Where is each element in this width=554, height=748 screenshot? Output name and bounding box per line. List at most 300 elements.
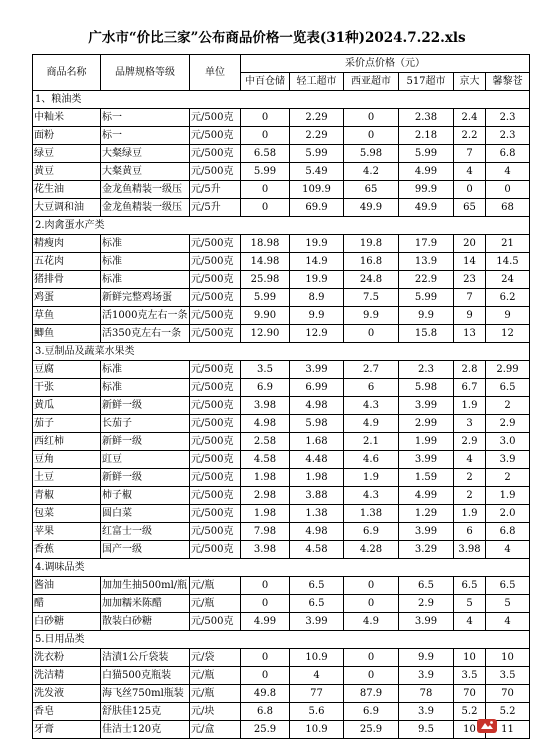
product-spec: 新鲜一级 [101,469,190,487]
price-cell: 6 [344,379,399,397]
table-row [33,127,530,145]
price-cell: 1.29 [399,505,454,523]
price-cell: 9.9 [399,307,454,325]
product-unit: 元/500克 [190,505,241,523]
price-cell: 25.9 [344,721,399,739]
table-row [33,181,530,199]
price-cell: 6 [454,523,486,541]
price-cell: 6.9 [344,523,399,541]
price-cell: 5 [486,595,530,613]
product-name: 香蕉 [33,541,101,559]
header-store: 京大 [454,73,486,91]
section-title: 4.调味品类 [33,559,530,577]
price-cell: 10 [486,649,530,667]
price-cell: 1.9 [344,469,399,487]
price-cell: 14 [454,253,486,271]
price-cell: 77 [290,685,344,703]
price-cell: 2.2 [454,127,486,145]
price-cell: 14.9 [290,253,344,271]
price-cell: 4.98 [290,397,344,415]
price-cell: 1.9 [454,397,486,415]
price-cell: 99.9 [399,181,454,199]
header-store: 中百仓储 [241,73,290,91]
price-cell: 4.2 [344,163,399,181]
product-unit: 元/瓶 [190,595,241,613]
price-cell: 6.8 [486,523,530,541]
product-name: 西红柿 [33,433,101,451]
price-cell: 5 [454,595,486,613]
product-spec: 标准 [101,271,190,289]
product-name: 酱油 [33,577,101,595]
price-cell: 24 [486,271,530,289]
price-cell: 2.8 [454,361,486,379]
product-name: 黄瓜 [33,397,101,415]
header-store: 轻工超市 [290,73,344,91]
header-row-1 [33,55,530,73]
price-cell: 6.9 [241,379,290,397]
price-cell: 2.1 [344,433,399,451]
section-title: 1、粮油类 [33,91,530,109]
price-cell: 10 [454,721,486,739]
price-cell: 12.90 [241,325,290,343]
price-cell: 9.9 [344,307,399,325]
price-cell: 1.98 [290,469,344,487]
table-row [33,721,530,739]
price-cell: 3.9 [486,451,530,469]
price-cell: 4.58 [241,451,290,469]
price-cell: 15.8 [399,325,454,343]
product-name: 黄豆 [33,163,101,181]
price-cell: 4 [486,163,530,181]
product-unit: 元/500克 [190,451,241,469]
watermark-logo-icon [476,718,498,734]
section-row [33,343,530,361]
price-cell: 9 [454,307,486,325]
product-name: 土豆 [33,469,101,487]
table-row [33,577,530,595]
price-cell: 6.58 [241,145,290,163]
price-cell: 2.18 [399,127,454,145]
product-unit: 元/500克 [190,523,241,541]
product-spec: 长茄子 [101,415,190,433]
price-cell: 4 [454,163,486,181]
product-spec: 大粲黄豆 [101,163,190,181]
price-cell: 20 [454,235,486,253]
price-cell: 4.6 [344,451,399,469]
table-row [33,451,530,469]
product-spec: 佳洁士120克 [101,721,190,739]
header-store: 馨黎苍 [486,73,530,91]
price-cell: 7.5 [344,289,399,307]
product-unit: 元/500克 [190,145,241,163]
price-cell: 6.9 [344,703,399,721]
product-unit: 元/500克 [190,397,241,415]
price-cell: 2.9 [399,595,454,613]
section-row [33,631,530,649]
price-cell: 1.9 [454,505,486,523]
price-cell: 5.99 [399,289,454,307]
price-cell: 1.99 [399,433,454,451]
price-cell: 14.5 [486,253,530,271]
price-cell: 3.9 [399,703,454,721]
price-cell: 0 [241,127,290,145]
table-row [33,649,530,667]
product-name: 醋 [33,595,101,613]
price-cell: 4.9 [344,415,399,433]
product-spec: 标一 [101,109,190,127]
price-cell: 2.58 [241,433,290,451]
product-name: 干张 [33,379,101,397]
price-cell: 4.98 [241,415,290,433]
product-name: 白砂糖 [33,613,101,631]
price-cell: 1.59 [399,469,454,487]
table-row [33,541,530,559]
price-cell: 3.99 [290,361,344,379]
table-row [33,505,530,523]
table-row [33,199,530,217]
product-spec: 洁漬1公斤袋装 [101,649,190,667]
product-name: 洗洁精 [33,667,101,685]
price-cell: 109.9 [290,181,344,199]
price-cell: 1.38 [344,505,399,523]
price-cell: 87.9 [344,685,399,703]
price-cell: 3.99 [399,523,454,541]
product-spec: 活1000克左右一条 [101,307,190,325]
product-name: 中籼米 [33,109,101,127]
table-row [33,397,530,415]
price-cell: 2.9 [486,415,530,433]
price-cell: 5.98 [290,415,344,433]
price-cell: 2 [454,487,486,505]
product-name: 大豆调和油 [33,199,101,217]
product-spec: 圆白菜 [101,505,190,523]
price-cell: 22.9 [399,271,454,289]
table-row [33,685,530,703]
price-cell: 9.9 [399,649,454,667]
price-cell: 2.3 [486,109,530,127]
table-row [33,307,530,325]
product-unit: 元/500克 [190,307,241,325]
price-cell: 78 [399,685,454,703]
product-name: 猪排骨 [33,271,101,289]
product-unit: 元/瓶 [190,685,241,703]
price-cell: 0 [344,577,399,595]
product-name: 精瘦肉 [33,235,101,253]
price-cell: 21 [486,235,530,253]
price-cell: 2.38 [399,109,454,127]
price-cell: 14.98 [241,253,290,271]
price-cell: 3.99 [399,613,454,631]
table-row [33,253,530,271]
table-row [33,325,530,343]
price-cell: 2.0 [486,505,530,523]
product-spec: 标准 [101,361,190,379]
price-cell: 2 [486,469,530,487]
price-cell: 4 [454,613,486,631]
price-cell: 2 [486,397,530,415]
price-cell: 9.9 [290,307,344,325]
price-cell: 0 [344,109,399,127]
price-cell: 5.99 [399,145,454,163]
price-cell: 69.9 [290,199,344,217]
price-cell: 0 [241,595,290,613]
table-row [33,289,530,307]
product-name: 茄子 [33,415,101,433]
header-price-group: 采价点价格（元） [241,55,530,73]
product-unit: 元/5升 [190,181,241,199]
table-row [33,469,530,487]
product-spec: 加加生抽500ml/瓶 [101,577,190,595]
price-cell: 4 [454,451,486,469]
price-cell: 4.28 [344,541,399,559]
product-name: 洗衣粉 [33,649,101,667]
product-unit: 元/500克 [190,541,241,559]
price-cell: 0 [241,577,290,595]
price-cell: 7.98 [241,523,290,541]
price-cell: 4.3 [344,397,399,415]
product-unit: 元/500克 [190,433,241,451]
product-unit: 元/500克 [190,253,241,271]
price-cell: 2.29 [290,109,344,127]
table-row [33,595,530,613]
product-name: 牙膏 [33,721,101,739]
price-cell: 3 [454,415,486,433]
price-cell: 9 [486,307,530,325]
price-cell: 2.29 [290,127,344,145]
price-cell: 5.98 [344,145,399,163]
product-name: 草鱼 [33,307,101,325]
product-spec: 柿子椒 [101,487,190,505]
product-spec: 白猫500克瓶装 [101,667,190,685]
section-row [33,91,530,109]
product-name: 鲫鱼 [33,325,101,343]
table-row [33,235,530,253]
price-cell: 12.9 [290,325,344,343]
price-cell: 1.68 [290,433,344,451]
product-name: 豆角 [33,451,101,469]
price-cell: 0 [344,595,399,613]
price-cell: 19.9 [290,271,344,289]
price-cell: 5.6 [290,703,344,721]
price-cell: 3.98 [241,541,290,559]
section-title: 2.肉禽蛋水产类 [33,217,530,235]
price-cell: 5.99 [241,289,290,307]
price-cell: 9.5 [399,721,454,739]
product-name: 苹果 [33,523,101,541]
price-cell: 70 [454,685,486,703]
price-cell: 2.4 [454,109,486,127]
price-cell: 0 [344,127,399,145]
table-row [33,523,530,541]
product-spec: 新鲜一级 [101,397,190,415]
price-cell: 13 [454,325,486,343]
product-unit: 元/500克 [190,109,241,127]
price-cell: 3.9 [399,667,454,685]
table-row [33,163,530,181]
price-cell: 3.5 [454,667,486,685]
product-spec: 标准 [101,253,190,271]
price-cell: 10.9 [290,721,344,739]
price-cell: 6.8 [241,703,290,721]
price-cell: 0 [241,181,290,199]
product-name: 洗发液 [33,685,101,703]
price-cell: 12 [486,325,530,343]
price-cell: 19.9 [290,235,344,253]
price-cell: 7 [454,145,486,163]
product-name: 青椒 [33,487,101,505]
table-row [33,613,530,631]
price-cell: 18.98 [241,235,290,253]
table-row [33,271,530,289]
product-unit: 元/500克 [190,127,241,145]
header-name: 商品名称 [33,55,101,91]
product-spec: 标准 [101,379,190,397]
product-unit: 元/瓶 [190,577,241,595]
price-cell: 6.2 [486,289,530,307]
product-name: 面粉 [33,127,101,145]
price-cell: 2.99 [399,415,454,433]
price-cell: 6.5 [399,577,454,595]
price-cell: 5.2 [454,703,486,721]
price-cell: 3.98 [454,541,486,559]
product-unit: 元/袋 [190,649,241,667]
price-cell: 23 [454,271,486,289]
price-cell: 17.9 [399,235,454,253]
price-cell: 65 [454,199,486,217]
price-cell: 0 [344,325,399,343]
product-spec: 舒肤佳125克 [101,703,190,721]
product-name: 五花肉 [33,253,101,271]
product-name: 花生油 [33,181,101,199]
table-row [33,145,530,163]
table-row [33,433,530,451]
product-unit: 元/500克 [190,271,241,289]
price-cell: 6.5 [486,379,530,397]
product-name: 包菜 [33,505,101,523]
product-unit: 元/500克 [190,469,241,487]
price-cell: 5.2 [486,703,530,721]
product-unit: 元/500克 [190,613,241,631]
price-cell: 49.8 [241,685,290,703]
price-cell: 3.29 [399,541,454,559]
price-cell: 68 [486,199,530,217]
price-cell: 2.3 [399,361,454,379]
price-cell: 0 [241,199,290,217]
price-cell: 3.98 [241,397,290,415]
price-cell: 6.5 [486,577,530,595]
price-cell: 3.99 [290,613,344,631]
price-cell: 16.8 [344,253,399,271]
product-unit: 元/瓶 [190,667,241,685]
section-row [33,559,530,577]
product-spec: 金龙鱼精装一级压 [101,181,190,199]
header-store: 517超市 [399,73,454,91]
price-cell: 1.98 [241,505,290,523]
price-cell: 5.98 [399,379,454,397]
price-cell: 70 [486,685,530,703]
price-cell: 6.5 [290,577,344,595]
price-cell: 2.9 [454,433,486,451]
price-cell: 4.3 [344,487,399,505]
table-row [33,667,530,685]
price-cell: 9.90 [241,307,290,325]
price-cell: 19.8 [344,235,399,253]
price-cell: 6.5 [290,595,344,613]
product-spec: 红富士一级 [101,523,190,541]
price-cell: 4 [486,613,530,631]
price-cell: 7 [454,289,486,307]
price-cell: 1.38 [290,505,344,523]
product-name: 豆腐 [33,361,101,379]
price-cell: 25.98 [241,271,290,289]
price-cell: 0 [344,649,399,667]
price-table [32,54,530,739]
price-cell: 4.98 [290,523,344,541]
product-spec: 新鲜完整鸡场蛋 [101,289,190,307]
product-unit: 元/500克 [190,325,241,343]
product-spec: 豇豆 [101,451,190,469]
product-unit: 元/块 [190,703,241,721]
table-row [33,109,530,127]
table-row [33,415,530,433]
product-unit: 元/500克 [190,289,241,307]
price-cell: 10 [454,649,486,667]
price-cell: 6.8 [486,145,530,163]
section-title: 3.豆制品及蔬菜水果类 [33,343,530,361]
price-cell: 1.9 [486,487,530,505]
price-cell: 3.0 [486,433,530,451]
price-cell: 4 [486,541,530,559]
price-cell: 4.99 [399,487,454,505]
price-cell: 2.7 [344,361,399,379]
price-cell: 11 [486,721,530,739]
product-name: 鸡蛋 [33,289,101,307]
price-cell: 3.99 [399,397,454,415]
price-cell: 13.9 [399,253,454,271]
price-cell: 6.99 [290,379,344,397]
product-spec: 加加糯米陈醋 [101,595,190,613]
price-cell: 0 [241,109,290,127]
product-unit: 元/500克 [190,487,241,505]
price-cell: 49.9 [399,199,454,217]
price-cell: 5.49 [290,163,344,181]
product-spec: 海飞丝750ml瓶装 [101,685,190,703]
header-store: 西亚超市 [344,73,399,91]
product-unit: 元/500克 [190,415,241,433]
product-unit: 元/500克 [190,379,241,397]
table-row [33,487,530,505]
price-cell: 24.8 [344,271,399,289]
price-cell: 4.48 [290,451,344,469]
header-unit: 单位 [190,55,241,91]
header-spec: 品牌规格等级 [101,55,190,91]
price-cell: 8.9 [290,289,344,307]
product-spec: 散装白砂糖 [101,613,190,631]
table-row [33,361,530,379]
section-row [33,217,530,235]
product-unit: 元/5升 [190,199,241,217]
price-cell: 3.99 [399,451,454,469]
price-cell: 25.9 [241,721,290,739]
table-row [33,379,530,397]
price-cell: 4.58 [290,541,344,559]
price-cell: 2 [454,469,486,487]
price-cell: 10.9 [290,649,344,667]
product-spec: 活350克左右一条 [101,325,190,343]
product-spec: 标一 [101,127,190,145]
price-cell: 5.99 [241,163,290,181]
section-title: 5.日用品类 [33,631,530,649]
